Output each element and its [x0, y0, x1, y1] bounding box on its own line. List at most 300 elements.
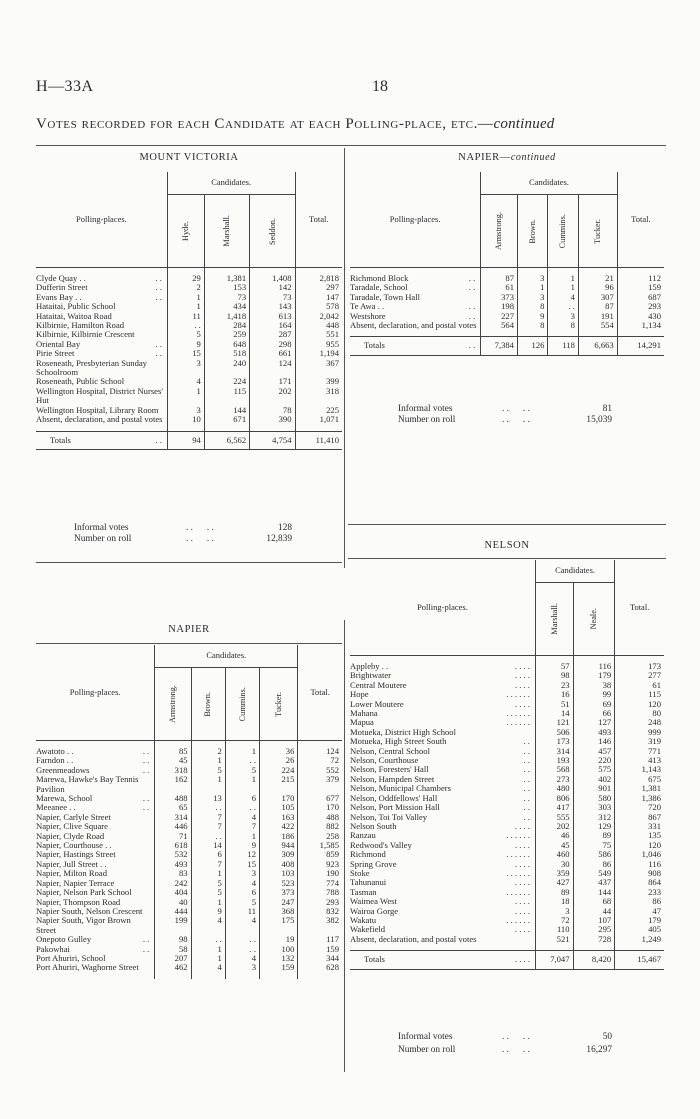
polling-place: Richmond Block . . [350, 273, 476, 283]
vote-count: 72 [535, 916, 573, 925]
vote-count: 5 [167, 330, 204, 339]
row-total: 124 [298, 741, 342, 757]
row-total: 147 [295, 293, 342, 302]
row-total: 628 [298, 963, 342, 978]
row-total: 318 [295, 387, 342, 406]
vote-count: 549 [573, 869, 615, 878]
vote-count: 75 [573, 841, 615, 850]
vote-count: 142 [250, 283, 295, 292]
totals-label: Totals . . . . [350, 951, 535, 969]
vote-count: 202 [535, 822, 573, 831]
polling-place: Absent, declaration, and postal votes [350, 320, 477, 331]
vote-count: 3 [535, 907, 573, 916]
vote-count: 159 [260, 963, 298, 978]
vote-count: 1 [167, 302, 204, 311]
polling-place: Nelson, Hampden Street . . [350, 773, 530, 784]
polling-place: Wellington Hospital, Library Room [36, 404, 159, 415]
polling-place: Absent, declaration, and postal votes [350, 933, 477, 944]
polling-place: Nelson, Central School . . [350, 745, 530, 756]
mount-victoria-summary: Informal votes . . . . 128 Number on roll . . . . 12,839 [74, 523, 292, 544]
vote-count: 170 [260, 794, 298, 803]
row-total: 999 [615, 728, 664, 737]
row-total: 551 [295, 330, 342, 339]
polling-place: Motueka, High Street South . . [350, 736, 530, 747]
row-total: 331 [615, 822, 664, 831]
polling-place: Pirie Street . . [36, 348, 162, 359]
table-mount-victoria [36, 172, 342, 450]
vote-count: 1 [225, 832, 259, 841]
vote-count: 6 [191, 850, 225, 859]
vote-count: 6,562 [204, 431, 249, 449]
vote-count: 402 [573, 775, 615, 784]
vote-count: 105 [260, 803, 298, 812]
candidate-header-cummins: Cummins. [548, 195, 578, 268]
vote-count: 8 [517, 321, 547, 337]
page-title [36, 116, 666, 133]
row-total: 319 [615, 737, 664, 746]
polling-place: Napier, Nelson Park School [36, 887, 132, 898]
vote-count: 3 [167, 359, 204, 378]
vote-count: 2 [167, 283, 204, 292]
number-on-roll-label: Number on roll [74, 534, 132, 544]
vote-count: 1 [191, 898, 225, 907]
informal-votes-label: Informal votes [398, 1032, 453, 1042]
vote-count: 65 [155, 803, 191, 812]
polling-place: Marewa, Hawke's Bay Tennis Pavilion [36, 774, 139, 794]
nelson-top-rule [348, 558, 666, 559]
row-total: 258 [298, 832, 342, 841]
vote-count: 199 [155, 916, 191, 935]
row-total: 1,249 [615, 935, 664, 951]
vote-count: 96 [578, 283, 617, 292]
vote-count: 417 [535, 803, 573, 812]
col-header-total: Total. [295, 172, 342, 268]
vote-count: 3 [517, 293, 547, 302]
polling-place: Te Awa . . . . [350, 301, 476, 312]
vote-count: 224 [204, 377, 249, 386]
vote-count: 85 [155, 741, 191, 757]
polling-place: Nelson, Foresters' Hall . . [350, 764, 530, 775]
vote-count: 171 [250, 377, 295, 386]
candidate-header-tucker: Tucker. [578, 195, 617, 268]
vote-count: 107 [573, 916, 615, 925]
table-row [36, 268, 342, 284]
vote-count: 3 [517, 268, 547, 284]
vote-count: . . [225, 756, 259, 765]
vote-count: 164 [250, 321, 295, 330]
vote-count: 124 [250, 359, 295, 378]
row-total: 72 [298, 756, 342, 765]
totals-label: Totals . . [350, 337, 481, 355]
section-title-nelson: NELSON [484, 540, 530, 551]
vote-count: 198 [481, 302, 518, 311]
informal-votes-value: 50 [602, 1032, 612, 1042]
row-total: 47 [615, 907, 664, 916]
vote-count: 36 [260, 741, 298, 757]
polling-place: Pakowhai . . [36, 943, 150, 954]
table-row [350, 268, 664, 284]
table-row [350, 850, 664, 859]
row-total: 116 [615, 860, 664, 869]
totals-label: Totals . . [36, 431, 167, 449]
polling-place: Napier, Carlyle Street [36, 811, 111, 822]
section-title-napier-continued: NAPIER—continued [458, 152, 556, 163]
vote-count: 273 [535, 775, 573, 784]
table-row [350, 813, 664, 822]
polling-place: Nelson South . . . . [350, 820, 530, 831]
candidate-header-hyde: Hyde. [167, 195, 204, 268]
row-total: 173 [615, 656, 664, 672]
polling-place: Kilbirnie, Kilbirnie Crescent [36, 329, 135, 340]
polling-place: Stoke . . . . . . [350, 867, 530, 878]
vote-count: . . [225, 945, 259, 954]
vote-count: . . [191, 832, 225, 841]
row-total: 233 [615, 888, 664, 897]
row-total: 382 [298, 916, 342, 935]
vote-count: 126 [517, 337, 547, 355]
row-total: 675 [615, 775, 664, 784]
row-total: 788 [298, 888, 342, 897]
vote-count: 312 [573, 813, 615, 822]
page-title-text: Votes recorded for each Candidate at each Polling-place, etc.— [36, 116, 494, 132]
vote-count: 586 [573, 850, 615, 859]
vote-count: 728 [573, 935, 615, 951]
col-header-total: Total. [298, 645, 342, 741]
table-row [36, 794, 342, 803]
polling-place: Nelson, Oddfellows' Hall . . [350, 792, 530, 803]
vote-count: 661 [250, 349, 295, 358]
vote-count: 94 [167, 431, 204, 449]
vote-count: 373 [260, 888, 298, 897]
vote-count: 488 [155, 794, 191, 803]
candidate-header-neale: Neale. [573, 583, 615, 656]
table-row [36, 359, 342, 378]
row-total: 832 [298, 907, 342, 916]
row-total: 61 [615, 681, 664, 690]
vote-count: 2 [191, 741, 225, 757]
vote-count: 30 [535, 860, 573, 869]
row-total: 120 [615, 841, 664, 850]
vote-count: 1,408 [250, 268, 295, 284]
row-total: 170 [298, 803, 342, 812]
row-total: 86 [615, 897, 664, 906]
vote-count: 57 [535, 656, 573, 672]
vote-count: 1 [191, 775, 225, 794]
vote-count: 118 [548, 337, 578, 355]
vote-count: 314 [155, 813, 191, 822]
vote-count: 73 [250, 293, 295, 302]
vote-count: 8,420 [573, 951, 615, 969]
row-total: 488 [298, 813, 342, 822]
vote-count: 259 [204, 330, 249, 339]
vote-count: 1 [191, 945, 225, 954]
vote-count: 671 [204, 415, 249, 431]
vote-count: 8 [548, 321, 578, 337]
vote-count: 422 [260, 822, 298, 831]
mount-victoria-end-rule [36, 562, 342, 563]
polling-place: Roseneath, Presbyterian Sunday Schoolroom [36, 357, 147, 378]
vote-count: 103 [260, 869, 298, 878]
vote-count: 518 [204, 349, 249, 358]
vote-count: 144 [204, 406, 249, 415]
vote-count: 146 [573, 737, 615, 746]
row-total: 190 [298, 869, 342, 878]
vote-count: 555 [535, 813, 573, 822]
vote-count: 9 [167, 340, 204, 349]
vote-count: 26 [260, 756, 298, 765]
vote-count: 21 [578, 268, 617, 284]
candidate-header-marshall: Marshall. [204, 195, 249, 268]
table-row [36, 741, 342, 757]
vote-count: 7 [191, 860, 225, 869]
polling-place: Dufferin Street . . [36, 282, 162, 293]
polling-place: Nelson, Toi Toi Valley . . [350, 811, 530, 822]
polling-place: Kilbirnie, Hamilton Road [36, 320, 125, 331]
vote-count: 523 [260, 879, 298, 888]
vote-count: 193 [535, 756, 573, 765]
vote-count: 5 [225, 898, 259, 907]
col-header-polling-places: Polling-places. [350, 172, 481, 268]
vote-count: 99 [573, 690, 615, 699]
table-row [36, 935, 342, 944]
vote-count: 45 [535, 841, 573, 850]
polling-place: Napier South, Nelson Crescent [36, 905, 143, 916]
vote-count: 58 [155, 945, 191, 954]
vote-count: 89 [535, 888, 573, 897]
candidate-header-marshall: Marshall. [535, 583, 573, 656]
row-total: 135 [615, 831, 664, 840]
vote-count: 368 [260, 907, 298, 916]
vote-count: 132 [260, 954, 298, 963]
vote-count: 12 [225, 850, 259, 859]
table-row [36, 963, 342, 978]
col-header-polling-places: Polling-places. [350, 560, 535, 656]
vote-count: 460 [535, 850, 573, 859]
vote-count: 5 [225, 766, 259, 775]
candidate-header-armstrong: Armstrong. [155, 668, 191, 741]
page-reference: H—33A [36, 78, 94, 95]
candidate-header-brown: Brown. [191, 668, 225, 741]
row-total: 1,143 [615, 765, 664, 774]
vote-count: 6 [225, 794, 259, 803]
polling-place: Tasman . . . . . . [350, 886, 530, 897]
polling-place: Central Moutere . . . . [350, 679, 530, 690]
vote-count: 38 [573, 681, 615, 690]
row-total: 293 [617, 302, 664, 311]
row-total: 297 [295, 283, 342, 292]
polling-place: Tahunanui . . . . [350, 877, 530, 888]
vote-count: 1,418 [204, 312, 249, 321]
polling-place: Wakefield . . . . [350, 924, 530, 935]
polling-place: Evans Bay . . . . [36, 291, 162, 302]
row-total: 115 [615, 690, 664, 699]
vote-count: 564 [481, 321, 518, 337]
vote-count: 1 [548, 268, 578, 284]
vote-count: 69 [573, 700, 615, 709]
table-row [36, 775, 342, 794]
row-total: 248 [615, 718, 664, 727]
vote-count: 7 [191, 822, 225, 831]
vote-count: 554 [578, 321, 617, 337]
row-total: 112 [617, 268, 664, 284]
table-napier-continued [350, 172, 664, 356]
row-total: 771 [615, 747, 664, 756]
col-header-total: Total. [615, 560, 664, 656]
polling-place: Hope . . . . . . [350, 689, 530, 700]
polling-place: Clyde Quay . . . . [36, 273, 162, 283]
vote-count: 303 [573, 803, 615, 812]
vote-count: 4 [225, 954, 259, 963]
polling-place: Napier, Clive Square [36, 821, 108, 832]
row-total: 225 [295, 406, 342, 415]
col-header-polling-places: Polling-places. [36, 172, 167, 268]
vote-count: 13 [191, 794, 225, 803]
polling-place: Napier, Clyde Road [36, 830, 105, 841]
vote-count: 1 [225, 775, 259, 794]
vote-count: 9 [191, 907, 225, 916]
vote-count: 437 [573, 878, 615, 887]
vote-count: 15 [167, 349, 204, 358]
vote-count: 1 [191, 756, 225, 765]
vote-count: 100 [260, 945, 298, 954]
vote-count: 83 [155, 869, 191, 878]
vote-count: 11 [225, 907, 259, 916]
informal-votes-value: 81 [602, 404, 612, 414]
row-total: 774 [298, 879, 342, 888]
vote-count: 29 [167, 268, 204, 284]
polling-place: Napier, Hastings Street [36, 849, 116, 860]
vote-count: 457 [573, 747, 615, 756]
vote-count: 307 [578, 293, 617, 302]
polling-place: Nelson, Courthouse . . [350, 755, 530, 766]
vote-count: 5 [191, 888, 225, 897]
vote-count: 408 [260, 860, 298, 869]
row-total: 1,046 [615, 850, 664, 859]
vote-count: 175 [260, 916, 298, 935]
vote-count: 390 [250, 415, 295, 431]
vote-count: 224 [260, 766, 298, 775]
row-total: 293 [298, 898, 342, 907]
vote-count: 493 [155, 860, 191, 869]
table-row [36, 415, 342, 431]
polling-place: Nelson, Municipal Chambers . . [350, 783, 530, 794]
polling-place: Oriental Bay . . [36, 338, 162, 349]
vote-count: 944 [260, 841, 298, 850]
page-header [36, 78, 666, 98]
row-total: 2,818 [295, 268, 342, 284]
vote-count: 480 [535, 784, 573, 793]
vote-count: 44 [573, 907, 615, 916]
vote-count: 220 [573, 756, 615, 765]
vote-count: 373 [481, 293, 518, 302]
row-total: 1,585 [298, 841, 342, 850]
row-total: 1,381 [615, 784, 664, 793]
table-row [350, 888, 664, 897]
vote-count: 144 [573, 888, 615, 897]
vote-count: 202 [250, 387, 295, 406]
vote-count: 87 [481, 268, 518, 284]
vote-count: 1 [225, 741, 259, 757]
vote-count: 613 [250, 312, 295, 321]
vote-count: 240 [204, 359, 249, 378]
row-total: 552 [298, 766, 342, 775]
vote-count: 115 [204, 387, 249, 406]
polling-place: Napier, Jull Street . . [36, 858, 107, 869]
vote-count: 215 [260, 775, 298, 794]
vote-count: 173 [535, 737, 573, 746]
vote-count: 9 [225, 841, 259, 850]
row-total: 908 [615, 869, 664, 878]
vote-count: 493 [573, 728, 615, 737]
vote-count: 1 [517, 283, 547, 292]
table-row [36, 330, 342, 339]
row-total: 677 [298, 794, 342, 803]
row-total: 120 [615, 700, 664, 709]
table-nelson [350, 560, 664, 970]
polling-place: Napier South, Vigor Brown Street [36, 915, 131, 935]
totals-row [36, 431, 342, 449]
vote-count: 648 [204, 340, 249, 349]
column-divider-lower [344, 620, 345, 1072]
row-total: 720 [615, 803, 664, 812]
row-total: 159 [298, 945, 342, 954]
polling-place: Taradale, Town Hall [350, 291, 420, 302]
vote-count: 521 [535, 935, 573, 951]
vote-count: 19 [260, 935, 298, 944]
vote-count: . . [167, 321, 204, 330]
row-total: 1,194 [295, 349, 342, 358]
polling-place: Brightwater . . . . [350, 670, 530, 681]
row-total: 2,042 [295, 312, 342, 321]
polling-place: Wakatu . . . . . . [350, 914, 530, 925]
polling-place: Awatoto . . . . [36, 746, 150, 756]
row-total: 864 [615, 878, 664, 887]
vote-count: 1,381 [204, 268, 249, 284]
number-on-roll-value: 15,039 [586, 415, 612, 425]
polling-place: Ranzau . . . . . . [350, 830, 530, 841]
row-total: 882 [298, 822, 342, 831]
vote-count: 309 [260, 850, 298, 859]
informal-votes-label: Informal votes [398, 404, 453, 414]
polling-place: Motueka, District High School [350, 726, 456, 737]
polling-place: Wairoa Gorge . . . . [350, 905, 530, 916]
row-total: 955 [295, 340, 342, 349]
vote-count: 78 [250, 406, 295, 415]
candidate-header-seddon: Seddon. [250, 195, 295, 268]
column-divider-upper [344, 148, 345, 568]
row-total: 80 [615, 709, 664, 718]
polling-place: Marewa, School . . [36, 793, 150, 804]
candidate-header-tucker: Tucker. [260, 668, 298, 741]
col-header-total: Total. [617, 172, 664, 268]
vote-count: 568 [535, 765, 573, 774]
polling-place: Farndon . . . . [36, 755, 150, 766]
row-total: 11,410 [295, 431, 342, 449]
row-total: 117 [298, 935, 342, 944]
vote-count: 179 [573, 671, 615, 680]
polling-place: Napier, Napier Terrace [36, 877, 115, 888]
vote-count: 186 [260, 832, 298, 841]
polling-place: Greenmeadows . . [36, 764, 150, 775]
vote-count: 3 [548, 312, 578, 321]
totals-row [350, 337, 664, 355]
vote-count: 45 [155, 756, 191, 765]
informal-votes-label: Informal votes [74, 523, 129, 533]
polling-place: Redwood's Valley . . . . [350, 839, 530, 850]
table-row [36, 916, 342, 935]
totals-row [350, 951, 664, 969]
polling-place: Port Ahuriri, School [36, 952, 106, 963]
